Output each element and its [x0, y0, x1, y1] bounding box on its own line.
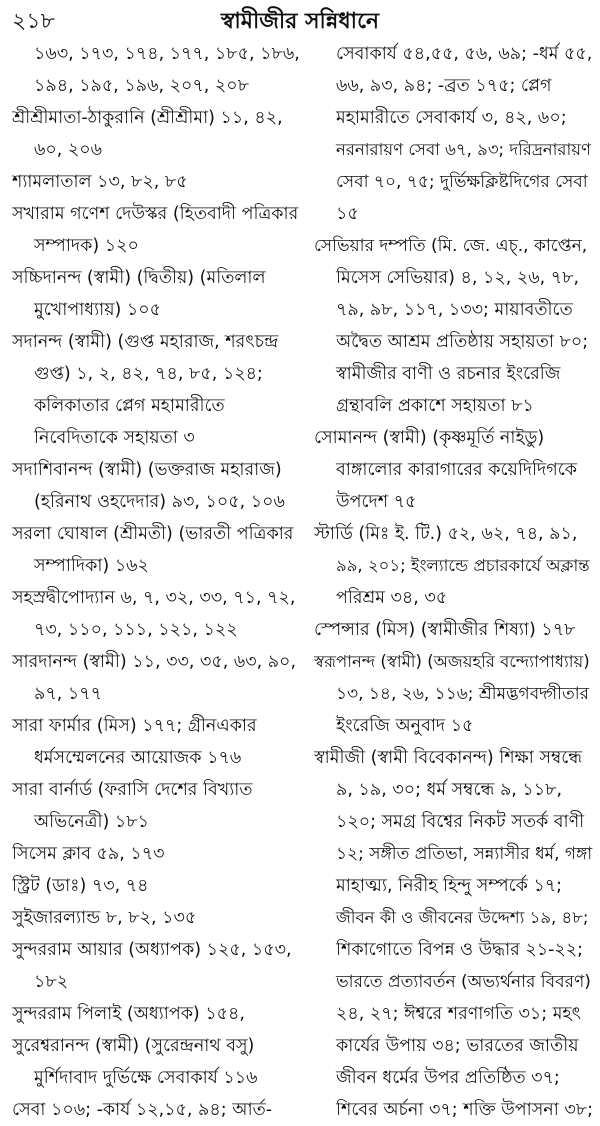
- index-entry-continuation: মিসেস সেভিয়ার) ৪, ১২, ২৬, ৭৮,: [336, 268, 580, 288]
- index-entry-line: সেভিয়ার দম্পতি (মি. জে. এচ্., কাপ্তেন,: [314, 236, 588, 256]
- index-entry-continuation: মাহাত্ম্য, নিরীহ হিন্দু সম্পর্কে ১৭;: [336, 876, 563, 896]
- index-entry-continuation: ৯৭, ১৭৭: [34, 684, 102, 704]
- index-column-right: [314, 38, 594, 1126]
- index-entry-continuation: গুপ্ত) ১, ২, ৪২, ৭৪, ৮৫, ১২৪;: [34, 364, 263, 384]
- index-entry-line: সখারাম গণেশ দেউস্কর (হিতবাদী পত্রিকার: [12, 204, 299, 224]
- index-entry-line: সদাশিবানন্দ (স্বামী) (ভক্তরাজ মহারাজ): [12, 460, 282, 480]
- index-entry-line: সোমানন্দ (স্বামী) (কৃষ্ণমূর্তি নাইডু): [314, 428, 545, 448]
- index-entry-continuation: সম্পাদিকা) ১৬২: [34, 556, 149, 576]
- index-entry-continuation: নরনারায়ণ সেবা ৬৭, ৯৩; দরিদ্রনারায়ণ: [336, 140, 591, 159]
- index-entry-line: সারা বার্নার্ড (ফরাসি দেশের বিখ্যাত: [12, 780, 253, 800]
- index-entry-continuation: জীবন কী ও জীবনের উদ্দেশ্য ১৯, ৪৮;: [336, 908, 589, 927]
- index-entry-continuation: ১২; সঙ্গীত প্রতিভা, সন্ন্যাসীর ধর্ম, গঙ্গা: [336, 844, 593, 864]
- index-entry-continuation: কার্যের উপায় ৩৪; ভারতের জাতীয়: [336, 1036, 579, 1056]
- index-entry-line: স্বামীজী (স্বামী বিবেকানন্দ) শিক্ষা সম্বন্ধে: [314, 748, 583, 768]
- index-entry-continuation: সেবাকার্য ৫৪,৫৫, ৫৬, ৬৯; -ধর্ম ৫৫,: [336, 44, 593, 64]
- index-entry-line: সুন্দররাম পিলাই (অধ্যাপক) ১৫৪,: [12, 1004, 245, 1024]
- running-title: স্বামীজীর সন্নিধানে: [220, 9, 380, 34]
- index-entry-continuation: গ্রন্থাবলি প্রকাশে সহায়তা ৮১: [336, 396, 534, 416]
- index-entry-line: স্পেন্সার (মিস) (স্বামীজীর শিষ্যা) ১৭৮: [314, 620, 576, 640]
- index-entry-line: শ্রীশ্রীমাতা-ঠাকুরানি (শ্রীশ্রীমা) ১১, ৪২,: [12, 108, 283, 128]
- index-entry-continuation: ধর্মসম্মেলনের আয়োজক ১৭৬: [34, 748, 242, 768]
- index-entry-continuation: ১৬৩, ১৭৩, ১৭৪, ১৭৭, ১৮৫, ১৮৬,: [34, 44, 300, 64]
- index-entry-continuation: মুর্শিদাবাদ দুর্ভিক্ষে সেবাকার্য ১১৬: [34, 1068, 258, 1088]
- index-entry-continuation: বাঙ্গালোর কারাগারের কয়েদিদিগকে: [336, 460, 577, 480]
- index-entry-line: সচ্চিদানন্দ (স্বামী) (দ্বিতীয়) (মতিলাল: [12, 268, 266, 288]
- index-entry-continuation: ২৪, ২৭; ঈশ্বরে শরণাগতি ৩১; মহৎ: [336, 1004, 581, 1024]
- index-entry-continuation: ১৯৪, ১৯৫, ১৯৬, ২০৭, ২০৮: [34, 76, 249, 96]
- index-entry-continuation: (হরিনাথ ওহদেদার) ৯৩, ১০৫, ১০৬: [34, 492, 285, 512]
- page-header: [0, 2, 600, 36]
- index-entry-continuation: ৬৬, ৯৩, ৯৪; -ব্রত ১৭৫; প্লেগ: [336, 76, 552, 96]
- index-entry-continuation: ইংরেজি অনুবাদ ১৫: [336, 716, 474, 736]
- page-number: ২১৮: [12, 9, 55, 34]
- index-entry-line: সিসেম ক্লাব ৫৯, ১৭৩: [12, 844, 165, 864]
- index-entry-continuation: ৬০, ২০৬: [34, 140, 103, 160]
- index-entry-line: সুইজারল্যান্ড ৮, ৮২, ১৩৫: [12, 908, 197, 928]
- index-entry-line: সারদানন্দ (স্বামী) ১১, ৩৩, ৩৫, ৬৩, ৯০,: [12, 652, 297, 672]
- index-entry-line: স্ট্রিট (ডাঃ) ৭৩, ৭৪: [12, 876, 149, 896]
- index-entry-continuation: ১৫: [336, 204, 359, 224]
- index-entry-continuation: ৭৯, ৯৮, ১১৭, ১৩৩; মায়াবতীতে: [336, 300, 573, 320]
- index-entry-line: স্বরূপানন্দ (স্বামী) (অজয়হরি বন্দ্যোপাধ্যায়): [314, 652, 590, 671]
- index-entry-line: সেবা ১০৬; -কার্য ১২,১৫, ৯৪; আর্ত-: [12, 1100, 273, 1120]
- index-entry-continuation: ভারতে প্রত্যাবর্তন (অভ্যর্থনার বিবরণ): [336, 972, 591, 992]
- index-entry-line: সহস্রদ্বীপোদ্যান ৬, ৭, ৩২, ৩৩, ৭১, ৭২,: [12, 588, 296, 608]
- index-entry-line: সদানন্দ (স্বামী) (গুপ্ত মহারাজ, শরৎচন্দ্র: [12, 332, 279, 352]
- index-entry-continuation: শিবের অর্চনা ৩৭; শক্তি উপাসনা ৩৮;: [336, 1100, 594, 1120]
- index-entry-continuation: ৯৯, ২০১; ইংল্যান্ডে প্রচারকার্যে অক্লান্ত: [336, 556, 590, 575]
- index-entry-continuation: ৯, ১৯, ৩০; ধর্ম সম্বন্ধে ৯, ১১৮,: [336, 780, 563, 800]
- index-entry-continuation: ১২০; সমগ্র বিশ্বের নিকট সতর্ক বাণী: [336, 812, 585, 832]
- index-entry-line: সুরেশ্বরানন্দ (স্বামী) (সুরেন্দ্রনাথ বসু): [12, 1036, 255, 1056]
- index-entry-continuation: উপদেশ ৭৫: [336, 492, 417, 512]
- index-entry-continuation: স্বামীজীর বাণী ও রচনার ইংরেজি: [336, 364, 561, 384]
- index-entry-continuation: পরিশ্রম ৩৪, ৩৫: [336, 588, 448, 608]
- index-column-left: [12, 38, 304, 1126]
- index-entry-continuation: মহামারীতে সেবাকার্য ৩, ৪২, ৬০;: [336, 108, 567, 128]
- index-entry-continuation: ১৮২: [34, 972, 69, 992]
- index-entry-continuation: মুখোপাধ্যায়) ১০৫: [34, 300, 162, 320]
- index-entry-continuation: কলিকাতার প্লেগ মহামারীতে: [34, 396, 225, 416]
- index-entry-line: সুন্দররাম আয়ার (অধ্যাপক) ১২৫, ১৫৩,: [12, 940, 292, 960]
- index-entry-continuation: ৭৩, ১১০, ১১১, ১২১, ১২২: [34, 620, 238, 640]
- index-entry-line: শ্যামলাতাল ১৩, ৮২, ৮৫: [12, 172, 188, 192]
- index-entry-continuation: জীবন ধর্মের উপর প্রতিষ্ঠিত ৩৭;: [336, 1068, 560, 1088]
- index-entry-continuation: অভিনেত্রী) ১৮১: [34, 812, 150, 832]
- index-entry-continuation: নিবেদিতাকে সহায়তা ৩: [34, 428, 195, 448]
- index-entry-continuation: অদ্বৈত আশ্রম প্রতিষ্ঠায় সহায়তা ৮০;: [336, 332, 589, 352]
- index-entry-line: সরলা ঘোষাল (শ্রীমতী) (ভারতী পত্রিকার: [12, 524, 294, 544]
- index-entry-continuation: শিকাগোতে বিপন্ন ও উদ্ধার ২১-২২;: [336, 940, 584, 960]
- index-entry-line: সারা ফার্মার (মিস) ১৭৭; গ্রীনএকার: [12, 716, 257, 736]
- index-entry-continuation: সম্পাদক) ১২০: [34, 236, 139, 256]
- index-entry-continuation: সেবা ৭০, ৭৫; দুর্ভিক্ষক্লিষ্টদিগের সেবা: [336, 172, 588, 192]
- index-entry-line: স্টার্ডি (মিঃ ই. টি.) ৫২, ৬২, ৭৪, ৯১,: [314, 524, 578, 544]
- index-entry-continuation: ১৩, ১৪, ২৬, ১১৬; শ্রীমদ্ভগবদ্গীতার: [336, 684, 590, 704]
